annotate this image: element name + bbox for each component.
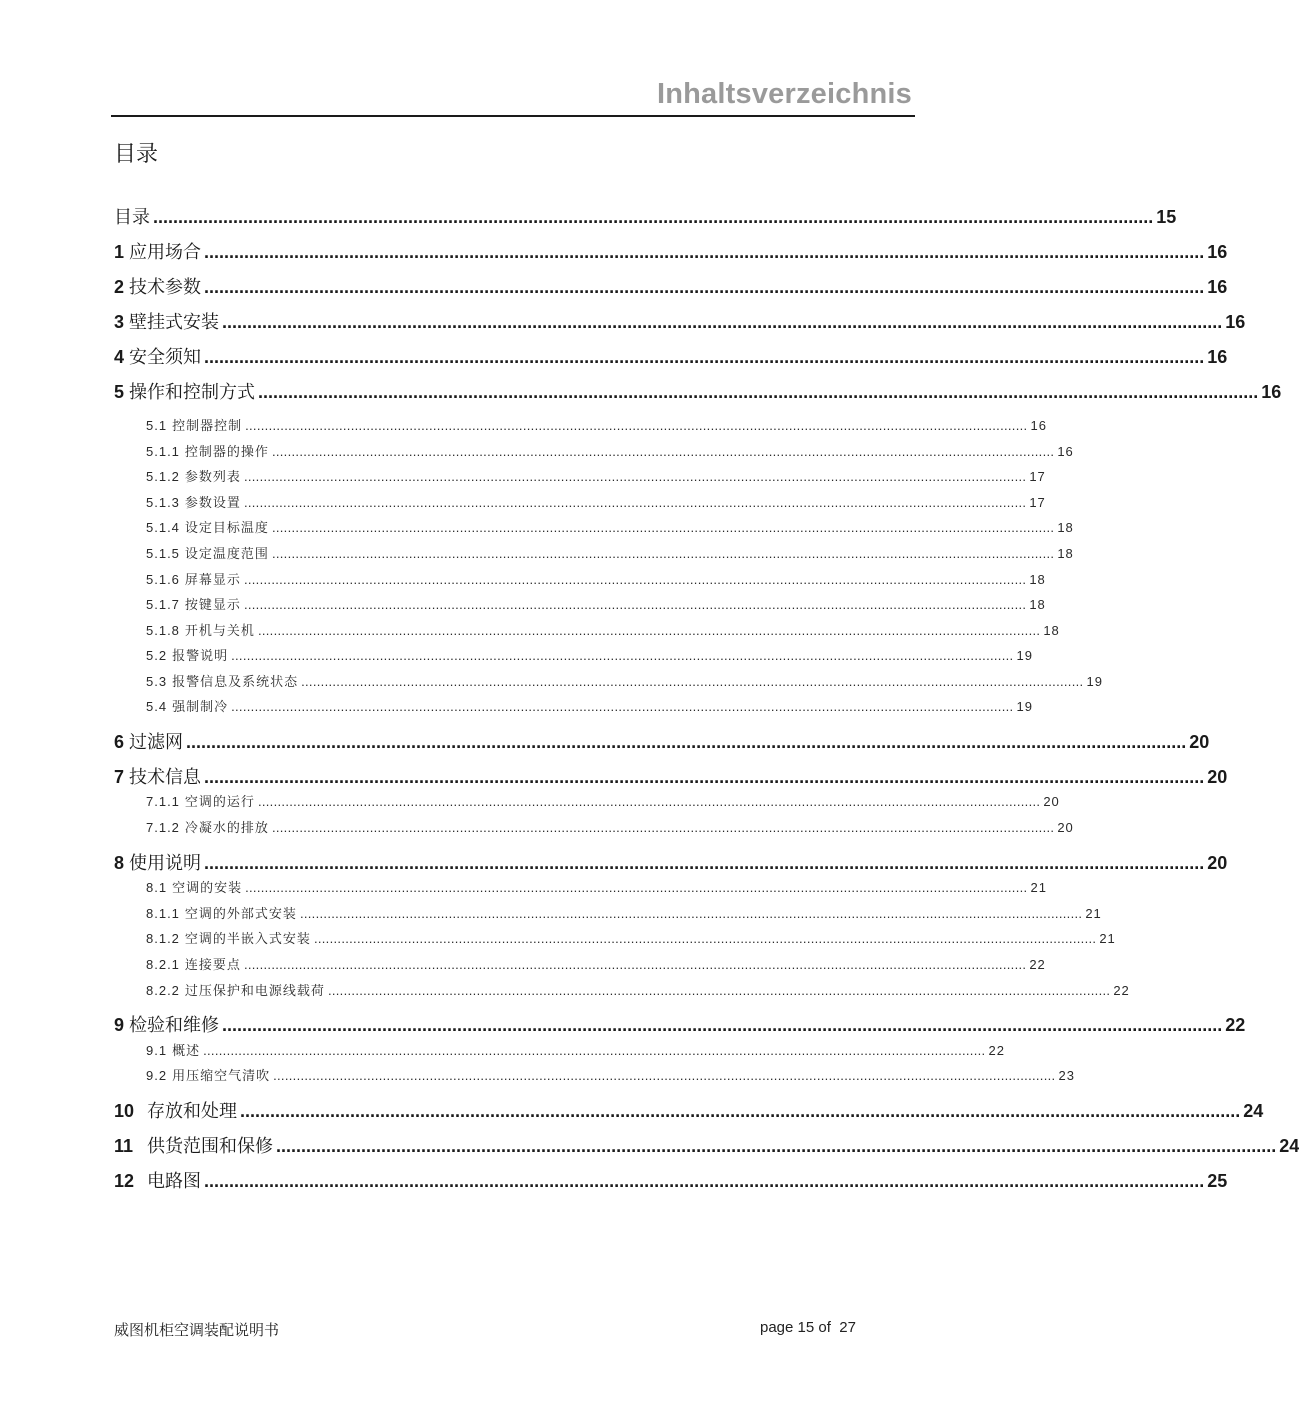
- toc-dot-leader: ........................................................................................................................................................................................................: [231, 699, 1014, 714]
- toc-entry-number: 5.1.6: [146, 572, 180, 587]
- toc-entry-page: 16: [1261, 382, 1282, 402]
- toc-dot-leader: ........................................................................................................................................................................................................: [271, 546, 1055, 561]
- toc-dot-leader: ........................................................................................................................................................................................................: [273, 1068, 1056, 1083]
- toc-entry-number: 5.1: [146, 418, 168, 433]
- toc-entry-title: 目录: [114, 207, 150, 227]
- toc-entry[interactable]: [114, 378, 1282, 404]
- toc-dot-leader: ........................................................................................................................................................................................................: [204, 347, 1205, 367]
- toc-entry-title: 控制器的操作: [184, 444, 269, 459]
- toc-dot-leader: ........................................................................................................................................................................................................: [245, 418, 1028, 433]
- toc-entry-number: 9.2: [146, 1068, 168, 1083]
- toc-entry-number: 8.1.2: [146, 931, 180, 946]
- toc-entry-title: 参数列表: [184, 469, 241, 484]
- toc-entry-number: 8.2.1: [146, 957, 180, 972]
- toc-dot-leader: ........................................................................................................................................................................................................: [243, 469, 1027, 484]
- toc-entry-number: 1: [114, 242, 125, 262]
- toc-entry-page: 16: [1207, 347, 1228, 367]
- toc-entry-number: 6: [114, 732, 125, 752]
- toc-entry-page: 21: [1030, 880, 1047, 895]
- toc-entry-title: 存放和处理: [147, 1101, 237, 1121]
- toc-entry-page: 22: [1225, 1015, 1246, 1035]
- toc-entry-number: 7.1.2: [146, 820, 180, 835]
- toc-subentry[interactable]: [114, 954, 1046, 973]
- toc-dot-leader: ........................................................................................................................................................................................................: [327, 983, 1111, 998]
- toc-entry-page: 15: [1156, 207, 1177, 227]
- toc-dot-leader: ........................................................................................................................................................................................................: [204, 277, 1205, 297]
- toc-entry-page: 20: [1207, 853, 1228, 873]
- toc-subentry[interactable]: [114, 1040, 1005, 1059]
- toc-entry-page: 16: [1225, 312, 1246, 332]
- toc-entry-page: 21: [1085, 906, 1102, 921]
- toc-entry-page: 18: [1057, 546, 1074, 561]
- toc-entry-title: 检验和维修: [129, 1015, 220, 1035]
- toc-entry[interactable]: [114, 1167, 1228, 1193]
- toc-entry-title: 冷凝水的排放: [184, 820, 269, 835]
- toc-entry-page: 16: [1207, 277, 1228, 297]
- toc-entry-title: 用压缩空气清吹: [172, 1068, 271, 1083]
- toc-subentry[interactable]: [114, 620, 1060, 639]
- toc-dot-leader: ........................................................................................................................................................................................................: [203, 1043, 986, 1058]
- toc-entry-title: 空调的半嵌入式安装: [184, 931, 311, 946]
- toc-entry-page: 22: [1113, 983, 1130, 998]
- header-title: Inhaltsverzeichnis: [656, 78, 912, 110]
- header-rule: [111, 115, 915, 117]
- toc-subentry[interactable]: [114, 877, 1047, 896]
- toc-entry-number: 5.2: [146, 648, 168, 663]
- toc-entry-title: 连接要点: [184, 957, 241, 972]
- toc-entry-page: 19: [1086, 674, 1103, 689]
- toc-entry-title: 供货范围和保修: [147, 1136, 273, 1156]
- toc-dot-leader: ........................................................................................................................................................................................................: [271, 820, 1055, 835]
- toc-entry-page: 20: [1189, 732, 1210, 752]
- toc-subentry[interactable]: [114, 569, 1046, 588]
- toc-entry-number: 12: [114, 1171, 135, 1191]
- toc-dot-leader: ........................................................................................................................................................................................................: [243, 572, 1027, 587]
- toc-entry-number: 5.1.7: [146, 597, 180, 612]
- toc-entry-page: 17: [1029, 469, 1046, 484]
- toc-dot-leader: ........................................................................................................................................................................................................: [245, 880, 1028, 895]
- toc-entry[interactable]: [114, 763, 1228, 789]
- toc-entry-page: 22: [988, 1043, 1005, 1058]
- toc-entry-number: 3: [114, 312, 125, 332]
- toc-entry-page: 22: [1029, 957, 1046, 972]
- toc-entry-number: 9: [114, 1015, 125, 1035]
- toc-entry-title: 开机与关机: [184, 623, 255, 638]
- toc-entry[interactable]: [114, 203, 1177, 229]
- toc-dot-leader: ........................................................................................................................................................................................................: [299, 906, 1083, 921]
- toc-entry-title: 应用场合: [129, 242, 202, 262]
- toc-dot-leader: ........................................................................................................................................................................................................: [257, 623, 1041, 638]
- toc-dot-leader: ........................................................................................................................................................................................................: [204, 767, 1205, 787]
- toc-entry[interactable]: [114, 728, 1210, 754]
- toc-subentry[interactable]: [114, 671, 1103, 690]
- toc-entry-title: 电路图: [147, 1171, 201, 1191]
- toc-entry-number: 7.1.1: [146, 794, 180, 809]
- toc-entry-page: 20: [1207, 767, 1228, 787]
- toc-dot-leader: ........................................................................................................................................................................................................: [243, 597, 1027, 612]
- toc-entry-title: 使用说明: [129, 853, 202, 873]
- toc-dot-leader: ........................................................................................................................................................................................................: [186, 732, 1187, 752]
- toc-entry-page: 24: [1279, 1136, 1299, 1156]
- toc-entry-page: 17: [1029, 495, 1046, 510]
- toc-entry-title: 技术信息: [129, 767, 202, 787]
- toc-entry-number: 5: [114, 382, 125, 402]
- toc-dot-leader: ........................................................................................................................................................................................................: [243, 495, 1027, 510]
- toc-dot-leader: ........................................................................................................................................................................................................: [153, 207, 1154, 227]
- toc-entry-title: 设定温度范围: [184, 546, 269, 561]
- toc-entry-number: 5.3: [146, 674, 168, 689]
- toc-entry-page: 21: [1099, 931, 1116, 946]
- toc-subentry[interactable]: [114, 517, 1074, 536]
- toc-entry-number: 5.1.3: [146, 495, 180, 510]
- toc-entry-page: 20: [1057, 820, 1074, 835]
- toc-entry-number: 5.1.2: [146, 469, 180, 484]
- footer-document-title: 威图机柜空调装配说明书: [114, 1322, 280, 1339]
- toc-entry[interactable]: [114, 1097, 1264, 1123]
- toc-dot-leader: ........................................................................................................................................................................................................: [301, 674, 1084, 689]
- toc-subentry[interactable]: [114, 645, 1033, 664]
- toc-dot-leader: ........................................................................................................................................................................................................: [271, 444, 1055, 459]
- toc-entry-title: 过压保护和电源线载荷: [184, 983, 325, 998]
- toc-subentry[interactable]: [114, 791, 1060, 810]
- toc-entry-title: 过滤网: [129, 732, 184, 752]
- toc-entry-page: 20: [1043, 794, 1060, 809]
- toc-entry[interactable]: [114, 343, 1228, 369]
- toc-entry-page: 25: [1207, 1171, 1228, 1191]
- toc-subentry[interactable]: [114, 928, 1116, 947]
- toc-entry-title: 空调的外部式安装: [184, 906, 297, 921]
- toc-entry-title: 安全须知: [129, 347, 202, 367]
- section-title: 目录: [114, 141, 159, 166]
- toc-entry-page: 18: [1029, 572, 1046, 587]
- toc-entry-page: 16: [1057, 444, 1074, 459]
- toc-dot-leader: ........................................................................................................................................................................................................: [313, 931, 1097, 946]
- toc-entry-number: 5.1.5: [146, 546, 180, 561]
- toc-entry-number: 8: [114, 853, 125, 873]
- toc-entry-number: 11: [114, 1136, 134, 1156]
- toc-entry-page: 24: [1243, 1101, 1264, 1121]
- toc-dot-leader: ........................................................................................................................................................................................................: [258, 382, 1259, 402]
- toc-dot-leader: ........................................................................................................................................................................................................: [276, 1136, 1277, 1156]
- toc-entry-title: 技术参数: [129, 277, 202, 297]
- toc-dot-leader: ........................................................................................................................................................................................................: [240, 1101, 1241, 1121]
- toc-entry-title: 按键显示: [184, 597, 241, 612]
- toc-entry-number: 8.1: [146, 880, 168, 895]
- toc-dot-leader: ........................................................................................................................................................................................................: [222, 312, 1223, 332]
- toc-entry-number: 5.4: [146, 699, 168, 714]
- toc-entry[interactable]: [114, 238, 1228, 264]
- toc-entry-title: 参数设置: [184, 495, 241, 510]
- toc-entry-number: 2: [114, 277, 125, 297]
- toc-subentry[interactable]: [114, 817, 1074, 836]
- toc-dot-leader: ........................................................................................................................................................................................................: [204, 242, 1205, 262]
- toc-entry-number: 7: [114, 767, 125, 787]
- table-of-contents: [114, 203, 1299, 1193]
- toc-entry-number: 5.1.4: [146, 520, 180, 535]
- toc-entry-title: 壁挂式安装: [129, 312, 220, 332]
- toc-entry-title: 空调的安装: [172, 880, 243, 895]
- toc-dot-leader: ........................................................................................................................................................................................................: [271, 520, 1055, 535]
- toc-subentry[interactable]: [114, 543, 1074, 562]
- toc-subentry[interactable]: [114, 492, 1046, 511]
- toc-dot-leader: ........................................................................................................................................................................................................: [222, 1015, 1223, 1035]
- toc-dot-leader: ........................................................................................................................................................................................................: [243, 957, 1027, 972]
- toc-entry-title: 强制制冷: [172, 699, 229, 714]
- toc-subentry[interactable]: [114, 1065, 1075, 1084]
- toc-subentry[interactable]: [114, 980, 1130, 999]
- toc-entry-title: 控制器控制: [172, 418, 243, 433]
- toc-dot-leader: ........................................................................................................................................................................................................: [231, 648, 1014, 663]
- toc-entry-number: 8.1.1: [146, 906, 180, 921]
- toc-entry-page: 19: [1016, 699, 1033, 714]
- toc-entry[interactable]: [114, 308, 1246, 334]
- toc-entry-title: 报警信息及系统状态: [172, 674, 299, 689]
- toc-entry-page: 16: [1207, 242, 1228, 262]
- toc-entry-page: 16: [1030, 418, 1047, 433]
- toc-subentry[interactable]: [114, 903, 1102, 922]
- toc-subentry[interactable]: [114, 594, 1046, 613]
- toc-dot-leader: ........................................................................................................................................................................................................: [204, 1171, 1205, 1191]
- toc-entry-title: 空调的运行: [184, 794, 255, 809]
- toc-entry-title: 操作和控制方式: [129, 382, 256, 402]
- toc-entry-number: 5.1.1: [146, 444, 180, 459]
- toc-entry-title: 屏幕显示: [184, 572, 241, 587]
- toc-entry-number: 5.1.8: [146, 623, 180, 638]
- toc-entry-title: 概述: [172, 1043, 201, 1058]
- toc-entry-page: 18: [1029, 597, 1046, 612]
- toc-entry-number: 8.2.2: [146, 983, 180, 998]
- toc-entry-page: 23: [1058, 1068, 1075, 1083]
- toc-subentry[interactable]: [114, 696, 1033, 715]
- toc-entry-number: 9.1: [146, 1043, 168, 1058]
- toc-entry[interactable]: [114, 273, 1228, 299]
- footer-page-number: page 15 of 27: [760, 1319, 856, 1336]
- toc-entry[interactable]: [114, 1011, 1246, 1037]
- toc-entry[interactable]: [114, 1132, 1299, 1158]
- toc-subentry[interactable]: [114, 415, 1047, 434]
- toc-entry-page: 19: [1016, 648, 1033, 663]
- toc-entry-page: 18: [1043, 623, 1060, 638]
- toc-entry[interactable]: [114, 849, 1228, 875]
- toc-entry-number: 4: [114, 347, 125, 367]
- toc-entry-page: 18: [1057, 520, 1074, 535]
- toc-entry-number: 10: [114, 1101, 135, 1121]
- toc-dot-leader: ........................................................................................................................................................................................................: [204, 853, 1205, 873]
- toc-subentry[interactable]: [114, 441, 1074, 460]
- toc-subentry[interactable]: [114, 466, 1046, 485]
- toc-dot-leader: ........................................................................................................................................................................................................: [257, 794, 1041, 809]
- toc-entry-title: 报警说明: [172, 648, 229, 663]
- toc-entry-title: 设定目标温度: [184, 520, 269, 535]
